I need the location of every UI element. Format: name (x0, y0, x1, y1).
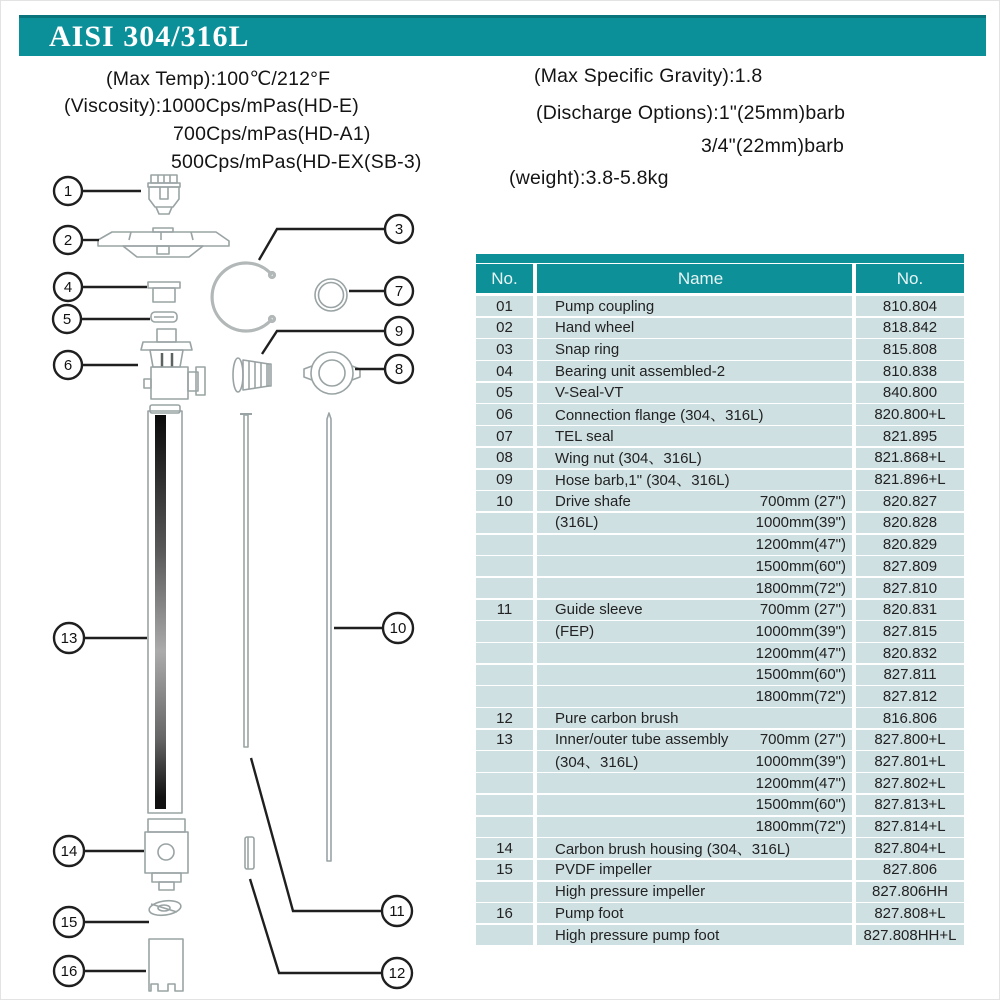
cell-order-no: 827.806 (856, 860, 964, 880)
header-name-column: Name (537, 264, 852, 293)
part-name-text: Pump foot (555, 904, 624, 922)
cell-part-no (476, 535, 533, 555)
part-name-text: Snap ring (555, 340, 620, 358)
part-name-text: (316L) (555, 514, 599, 532)
cell-part-name (537, 448, 852, 468)
callout-number: 3 (394, 221, 404, 238)
cell-part-name (537, 795, 852, 815)
cell-part-no (476, 513, 533, 533)
part-name-text: Hose barb,1" (304、316L) (555, 472, 730, 490)
part-name-text: Pump coupling (555, 297, 655, 315)
cell-order-no: 818.842 (856, 318, 964, 338)
callout-number: 9 (394, 323, 404, 340)
spec-viscosity-2: 700Cps/mPas(HD-A1) (173, 123, 371, 145)
cell-part-name (537, 600, 852, 620)
cell-order-no: 827.813+L (856, 795, 964, 815)
cell-part-name (537, 643, 852, 663)
table-row (476, 426, 964, 446)
part-carbon-brush (245, 837, 254, 869)
callout-number: 15 (60, 914, 78, 931)
callout-number: 8 (394, 361, 404, 378)
exploded-parts-diagram (41, 166, 461, 1000)
table-row (476, 903, 964, 923)
part-size-text: 1500mm(60") (755, 796, 846, 814)
cell-part-no: 09 (476, 470, 533, 490)
cell-part-no: 06 (476, 404, 533, 424)
part-wing-nut (304, 352, 360, 394)
cell-part-name (537, 817, 852, 837)
cell-part-no: 10 (476, 491, 533, 511)
cell-part-no: 05 (476, 383, 533, 403)
table-row (476, 708, 964, 728)
table-row (476, 817, 964, 837)
part-v-seal (151, 312, 177, 322)
cell-part-no (476, 925, 533, 945)
cell-part-no: 11 (476, 600, 533, 620)
part-tube-assembly (148, 405, 182, 813)
cell-part-no: 13 (476, 730, 533, 750)
part-name-text: Hand wheel (555, 319, 635, 337)
cell-part-no: 14 (476, 838, 533, 858)
part-size-text: 700mm (27") (759, 492, 846, 510)
callout-9 (262, 317, 413, 354)
callout-3 (259, 215, 413, 260)
cell-part-no (476, 882, 533, 902)
cell-part-name (537, 686, 852, 706)
part-guide-sleeve (240, 414, 252, 747)
cell-order-no: 820.828 (856, 513, 964, 533)
cell-order-no: 815.808 (856, 339, 964, 359)
cell-part-no (476, 817, 533, 837)
spec-max-temp: (Max Temp):100℃/212°F (106, 68, 331, 90)
part-size-text: 1000mm(39") (755, 514, 846, 532)
callout-number: 2 (63, 232, 73, 249)
callout-number: 12 (388, 965, 406, 982)
spec-discharge-1: (Discharge Options):1"(25mm)barb (536, 102, 846, 124)
part-size-text: 700mm (27") (759, 731, 846, 749)
table-row (476, 925, 964, 945)
table-row (476, 860, 964, 880)
part-size-text: 1800mm(72") (755, 818, 846, 836)
cell-part-name (537, 838, 852, 858)
cell-part-name (537, 882, 852, 902)
part-pump-coupling (148, 175, 180, 214)
table-row (476, 448, 964, 468)
cell-part-no (476, 643, 533, 663)
table-row (476, 751, 964, 771)
cell-part-no: 16 (476, 903, 533, 923)
cell-part-name (537, 426, 852, 446)
part-name-text: (FEP) (555, 622, 595, 640)
part-size-text: 1000mm(39") (755, 622, 846, 640)
cell-order-no: 827.808HH+L (856, 925, 964, 945)
part-brush-housing (145, 819, 188, 890)
cell-part-name (537, 491, 852, 511)
cell-part-name (537, 513, 852, 533)
cell-order-no: 827.808+L (856, 903, 964, 923)
cell-part-name (537, 296, 852, 316)
spec-viscosity-1: (Viscosity):1000Cps/mPas(HD-E) (64, 95, 359, 117)
parts-table (476, 254, 964, 947)
table-row (476, 795, 964, 815)
part-name-text: Connection flange (304、316L) (555, 407, 764, 425)
cell-part-name (537, 404, 852, 424)
cell-part-name (537, 318, 852, 338)
cell-order-no: 827.814+L (856, 817, 964, 837)
part-size-text: 1800mm(72") (755, 687, 846, 705)
table-row (476, 535, 964, 555)
callout-number: 5 (62, 311, 72, 328)
spec-viscosity-3: 500Cps/mPas(HD-EX(SB-3) (171, 151, 422, 173)
cell-order-no: 820.832 (856, 643, 964, 663)
spec-weight: (weight):3.8-5.8kg (509, 167, 669, 189)
table-row (476, 361, 964, 381)
table-row (476, 470, 964, 490)
cell-order-no: 827.812 (856, 686, 964, 706)
part-size-text: 1200mm(47") (755, 536, 846, 554)
table-row (476, 296, 964, 316)
table-row (476, 838, 964, 858)
cell-order-no: 821.895 (856, 426, 964, 446)
part-name-text: High pressure pump foot (555, 926, 720, 944)
table-row (476, 600, 964, 620)
part-name-text: Bearing unit assembled-2 (555, 362, 726, 380)
callout-8 (355, 355, 413, 383)
table-row (476, 383, 964, 403)
table-row (476, 339, 964, 359)
cell-part-no (476, 751, 533, 771)
cell-part-no: 03 (476, 339, 533, 359)
page-title: AISI 304/316L (49, 20, 250, 53)
cell-order-no: 840.800 (856, 383, 964, 403)
table-row (476, 491, 964, 511)
cell-order-no: 816.806 (856, 708, 964, 728)
table-row (476, 621, 964, 641)
part-size-text: 1500mm(60") (755, 557, 846, 575)
part-name-text: Carbon brush housing (304、316L) (555, 840, 791, 858)
cell-part-name (537, 665, 852, 685)
part-impeller (148, 899, 182, 917)
cell-part-name (537, 470, 852, 490)
table-row (476, 318, 964, 338)
cell-part-no: 08 (476, 448, 533, 468)
part-hand-wheel (98, 228, 229, 257)
cell-part-name (537, 730, 852, 750)
cell-part-name (537, 860, 852, 880)
callout-7 (349, 277, 413, 305)
cell-part-name (537, 383, 852, 403)
cell-part-no (476, 556, 533, 576)
part-name-text: Drive shafe (555, 492, 631, 510)
cell-part-no: 12 (476, 708, 533, 728)
cell-order-no: 821.896+L (856, 470, 964, 490)
table-row (476, 730, 964, 750)
table-row (476, 773, 964, 793)
cell-part-name (537, 535, 852, 555)
part-name-text: (304、316L) (555, 754, 639, 772)
table-row (476, 686, 964, 706)
header-code-column: No. (856, 264, 964, 293)
table-row (476, 578, 964, 598)
table-top-strip (476, 254, 964, 263)
cell-part-no (476, 686, 533, 706)
part-size-text: 1800mm(72") (755, 579, 846, 597)
cell-part-name (537, 621, 852, 641)
callout-number: 4 (63, 279, 73, 296)
part-drive-shaft (327, 413, 331, 861)
cell-order-no: 827.815 (856, 621, 964, 641)
cell-order-no: 827.810 (856, 578, 964, 598)
callout-number: 11 (389, 903, 405, 920)
cell-order-no: 820.831 (856, 600, 964, 620)
callout-number: 10 (389, 620, 407, 637)
table-row (476, 513, 964, 533)
callout-number: 7 (394, 283, 404, 300)
cell-part-no: 04 (476, 361, 533, 381)
cell-part-name (537, 925, 852, 945)
callout-number: 1 (63, 183, 73, 200)
cell-order-no: 820.800+L (856, 404, 964, 424)
callout-2 (54, 226, 99, 254)
part-size-text: 1000mm(39") (755, 753, 846, 771)
cell-part-name (537, 556, 852, 576)
cell-order-no: 827.802+L (856, 773, 964, 793)
part-connection-flange (141, 329, 205, 399)
part-name-text: Pure carbon brush (555, 709, 679, 727)
part-pump-foot (149, 939, 183, 991)
cell-part-name (537, 708, 852, 728)
cell-order-no: 820.829 (856, 535, 964, 555)
part-size-text: 1200mm(47") (755, 774, 846, 792)
table-row (476, 643, 964, 663)
callout-number: 6 (63, 357, 73, 374)
table-row (476, 556, 964, 576)
cell-order-no: 827.806HH (856, 882, 964, 902)
part-size-text: 700mm (27") (759, 601, 846, 619)
cell-part-no (476, 578, 533, 598)
part-name-text: Inner/outer tube assembly (555, 731, 729, 749)
part-name-text: Guide sleeve (555, 601, 643, 619)
spec-max-gravity: (Max Specific Gravity):1.8 (534, 65, 763, 87)
part-name-text: High pressure impeller (555, 883, 706, 901)
parts-table-rows (476, 296, 964, 945)
spec-discharge-2: 3/4"(22mm)barb (701, 135, 845, 157)
callout-number: 14 (60, 843, 78, 860)
part-hose-barb (233, 358, 271, 392)
cell-part-no (476, 795, 533, 815)
cell-part-no: 02 (476, 318, 533, 338)
cell-part-no: 01 (476, 296, 533, 316)
cell-part-name (537, 361, 852, 381)
cell-part-no (476, 621, 533, 641)
table-header (476, 264, 964, 293)
title-banner (19, 15, 986, 56)
cell-part-no: 15 (476, 860, 533, 880)
cell-part-name (537, 903, 852, 923)
cell-order-no: 827.811 (856, 665, 964, 685)
part-snap-ring (212, 263, 274, 331)
cell-order-no: 810.804 (856, 296, 964, 316)
cell-order-no: 821.868+L (856, 448, 964, 468)
part-bearing-unit (148, 282, 180, 302)
callout-number: 13 (60, 630, 78, 647)
cell-part-no (476, 665, 533, 685)
header-no-column: No. (476, 264, 533, 293)
cell-order-no: 827.800+L (856, 730, 964, 750)
part-tel-seal (315, 279, 347, 311)
cell-part-name (537, 339, 852, 359)
cell-part-name (537, 578, 852, 598)
part-name-text: PVDF impeller (555, 861, 652, 879)
part-name-text: TEL seal (555, 427, 614, 445)
callout-number: 16 (60, 963, 78, 980)
cell-order-no: 810.838 (856, 361, 964, 381)
cell-part-name (537, 773, 852, 793)
cell-part-no: 07 (476, 426, 533, 446)
cell-order-no: 820.827 (856, 491, 964, 511)
table-row (476, 665, 964, 685)
table-row (476, 404, 964, 424)
table-row (476, 882, 964, 902)
part-name-text: Wing nut (304、316L) (555, 450, 702, 468)
cell-part-name (537, 751, 852, 771)
part-size-text: 1500mm(60") (755, 666, 846, 684)
part-size-text: 1200mm(47") (755, 644, 846, 662)
cell-order-no: 827.804+L (856, 838, 964, 858)
cell-order-no: 827.801+L (856, 751, 964, 771)
cell-part-no (476, 773, 533, 793)
cell-order-no: 827.809 (856, 556, 964, 576)
part-name-text: V-Seal-VT (555, 384, 624, 402)
